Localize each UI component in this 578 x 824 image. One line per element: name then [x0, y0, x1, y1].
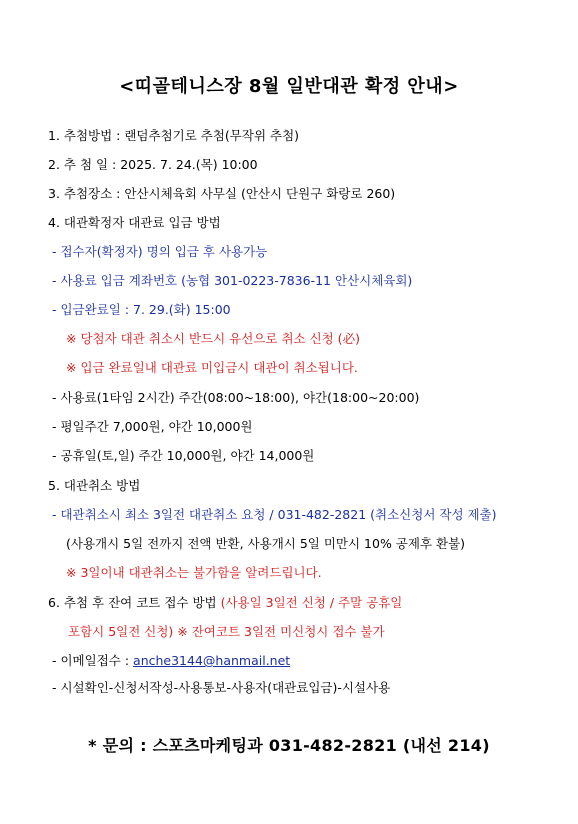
item-remaining-court	[48, 594, 402, 612]
item-cancel-request: - 대관취소시 최소 3일전 대관취소 요청 / 031-482-2821 (취소신청서 작성 제출)	[52, 507, 497, 522]
item-draw-method: 1. 추첨방법 : 랜덤추첨기로 추첨(무작위 추첨)	[48, 128, 300, 143]
item-draw-date: 2. 추 첨 일 : 2025. 7. 24.(목) 10:00	[48, 157, 258, 172]
remaining-court-heading: 6. 추첨 후 잔여 코트 접수 방법	[48, 595, 217, 610]
remaining-court-rule: (사용일 3일전 신청 / 주말 공휴일	[220, 595, 403, 610]
item-fee-holiday: - 공휴일(토,일) 주간 10,000원, 야간 14,000원	[52, 448, 315, 463]
remaining-court-rule-cont: 포함시 5일전 신청) ※ 잔여코트 3일전 미신청시 접수 불가	[68, 624, 385, 639]
email-label: - 이메일접수 :	[52, 653, 134, 668]
notice-no-cancel: ※ 3일이내 대관취소는 불가함을 알려드립니다.	[66, 565, 322, 580]
item-fee-hours: - 사용료(1타임 2시간) 주간(08:00~18:00), 야간(18:00~20:00)	[52, 390, 420, 405]
item-payment-heading: 4. 대관확정자 대관료 입금 방법	[48, 215, 221, 230]
item-email	[52, 652, 290, 670]
item-draw-place: 3. 추첨장소 : 안산시체육회 사무실 (안산시 단원구 화랑로 260)	[48, 186, 396, 201]
item-bank-account: - 사용료 입금 계좌번호 (농협 301-0223-7836-11 안산시체육회)	[52, 273, 413, 288]
page-title: <띠골테니스장 8월 일반대관 확정 안내>	[119, 76, 459, 97]
item-fee-weekday: - 평일주간 7,000원, 야간 10,000원	[52, 419, 253, 434]
item-refund-policy: (사용개시 5일 전까지 전액 반환, 사용개시 5일 미만시 10% 공제후 환불)	[66, 536, 466, 551]
item-payment-note: - 접수자(확정자) 명의 입금 후 사용가능	[52, 244, 268, 259]
item-cancel-heading: 5. 대관취소 방법	[48, 478, 141, 493]
item-process: - 시설확인-신청서작성-사용통보-사용자(대관료입금)-시설사용	[52, 680, 391, 695]
email-link[interactable]: anche3144@hanmail.net	[133, 653, 291, 668]
item-payment-deadline: - 입금완료일 : 7. 29.(화) 15:00	[52, 302, 231, 317]
contact-info: * 문의 : 스포츠마케팅과 031-482-2821 (내선 214)	[88, 736, 490, 755]
notice-unpaid-cancel: ※ 입금 완료일내 대관료 미입금시 대관이 취소됩니다.	[66, 360, 358, 375]
notice-cancel-phone: ※ 당첨자 대관 취소시 반드시 유선으로 취소 신청 (必)	[66, 331, 360, 346]
